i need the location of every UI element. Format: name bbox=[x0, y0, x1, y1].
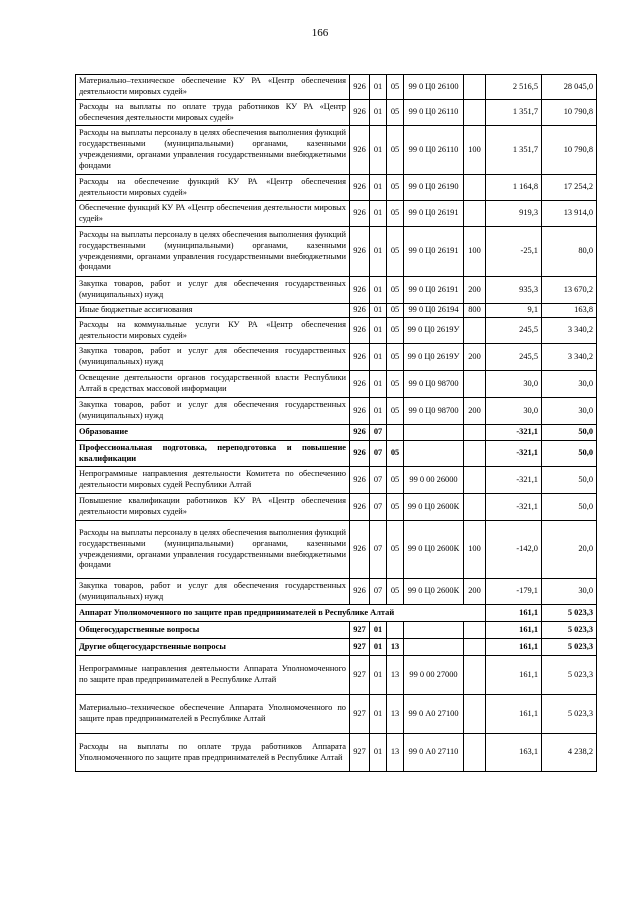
section-cell: 07 bbox=[370, 494, 387, 521]
amount-change-cell: 163,1 bbox=[486, 734, 542, 772]
expense-type-cell bbox=[464, 441, 486, 467]
admin-code-cell: 926 bbox=[350, 467, 370, 494]
amount-change-cell: -25,1 bbox=[486, 227, 542, 277]
row-name-cell: Освещение деятельности органов государственной власти Республики Алтай в средствах массовой информации bbox=[76, 371, 350, 398]
table-row bbox=[76, 100, 597, 126]
target-code-cell: 99 0 Ц0 26190 bbox=[404, 175, 464, 201]
target-code-cell bbox=[404, 639, 464, 656]
target-code-cell: 99 0 Ц0 98700 bbox=[404, 371, 464, 398]
subsection-cell: 05 bbox=[387, 75, 404, 100]
table-row bbox=[76, 318, 597, 344]
target-code-cell: 99 0 Ц0 2600К bbox=[404, 579, 464, 605]
expense-type-cell: 200 bbox=[464, 398, 486, 425]
target-code-cell: 99 0 Ц0 2600К bbox=[404, 521, 464, 579]
amount-change-cell: -321,1 bbox=[486, 467, 542, 494]
target-code-cell: 99 0 Ц0 26194 bbox=[404, 304, 464, 318]
table-row bbox=[76, 75, 597, 100]
expense-type-cell bbox=[464, 201, 486, 227]
admin-code-cell: 927 bbox=[350, 734, 370, 772]
table-row bbox=[76, 734, 597, 772]
admin-code-cell: 927 bbox=[350, 639, 370, 656]
amount-total-cell: 50,0 bbox=[542, 441, 597, 467]
amount-change-cell: 245,5 bbox=[486, 344, 542, 371]
amount-total-cell: 5 023,3 bbox=[542, 639, 597, 656]
expense-type-cell bbox=[464, 425, 486, 441]
expense-type-cell bbox=[464, 695, 486, 734]
expense-type-cell bbox=[464, 100, 486, 126]
amount-change-cell: 161,1 bbox=[486, 605, 542, 622]
section-cell: 01 bbox=[370, 100, 387, 126]
subsection-cell: 13 bbox=[387, 656, 404, 695]
section-cell: 01 bbox=[370, 277, 387, 304]
amount-change-cell: 1 351,7 bbox=[486, 126, 542, 175]
section-cell: 01 bbox=[370, 371, 387, 398]
amount-total-cell: 50,0 bbox=[542, 425, 597, 441]
target-code-cell: 99 0 Ц0 26191 bbox=[404, 277, 464, 304]
admin-code-cell: 926 bbox=[350, 201, 370, 227]
amount-total-cell: 13 914,0 bbox=[542, 201, 597, 227]
row-name-cell: Расходы на выплаты персоналу в целях обеспечения выполнения функций государственными (муниципальными) органами, казенными учреждениями, органами управления государственными внебюджетными фондами bbox=[76, 521, 350, 579]
subsection-cell: 13 bbox=[387, 695, 404, 734]
section-cell: 01 bbox=[370, 398, 387, 425]
row-name-cell: Образование bbox=[76, 425, 350, 441]
row-name-cell: Расходы на выплаты по оплате труда работников Аппарата Уполномоченного по защите прав предпринимателей в Республике Алтай bbox=[76, 734, 350, 772]
amount-change-cell: -142,0 bbox=[486, 521, 542, 579]
section-cell: 01 bbox=[370, 344, 387, 371]
admin-code-cell: 926 bbox=[350, 175, 370, 201]
amount-change-cell: 1 164,8 bbox=[486, 175, 542, 201]
admin-code-cell: 926 bbox=[350, 304, 370, 318]
subsection-cell: 05 bbox=[387, 344, 404, 371]
section-cell: 01 bbox=[370, 695, 387, 734]
table-row bbox=[76, 371, 597, 398]
page-number: 166 bbox=[311, 27, 329, 39]
admin-code-cell: 926 bbox=[350, 126, 370, 175]
target-code-cell: 99 0 А0 27110 bbox=[404, 734, 464, 772]
admin-code-cell: 926 bbox=[350, 425, 370, 441]
subsection-cell: 05 bbox=[387, 494, 404, 521]
amount-change-cell: 935,3 bbox=[486, 277, 542, 304]
target-code-cell: 99 0 Ц0 26110 bbox=[404, 100, 464, 126]
table-row bbox=[76, 398, 597, 425]
expense-type-cell: 200 bbox=[464, 277, 486, 304]
admin-code-cell: 926 bbox=[350, 277, 370, 304]
amount-total-cell: 5 023,3 bbox=[542, 656, 597, 695]
amount-total-cell: 30,0 bbox=[542, 579, 597, 605]
row-name-cell: Непрограммные направления деятельности Аппарата Уполномоченного по защите прав предпринимателей в Республике Алтай bbox=[76, 656, 350, 695]
table-row bbox=[76, 605, 597, 622]
amount-total-cell: 13 670,2 bbox=[542, 277, 597, 304]
table-row bbox=[76, 579, 597, 605]
amount-change-cell: 9,1 bbox=[486, 304, 542, 318]
subsection-cell: 05 bbox=[387, 467, 404, 494]
amount-change-cell: 161,1 bbox=[486, 656, 542, 695]
row-name-cell: Повышение квалификации работников КУ РА «Центр обеспечения деятельности мировых судей» bbox=[76, 494, 350, 521]
subsection-cell: 05 bbox=[387, 398, 404, 425]
expense-type-cell: 100 bbox=[464, 126, 486, 175]
admin-code-cell: 926 bbox=[350, 75, 370, 100]
amount-total-cell: 50,0 bbox=[542, 494, 597, 521]
expense-type-cell bbox=[464, 656, 486, 695]
row-name-cell: Закупка товаров, работ и услуг для обеспечения государственных (муниципальных) нужд bbox=[76, 579, 350, 605]
amount-change-cell: -321,1 bbox=[486, 494, 542, 521]
table-row bbox=[76, 622, 597, 639]
subsection-cell: 05 bbox=[387, 227, 404, 277]
section-cell: 01 bbox=[370, 126, 387, 175]
budget-table-body bbox=[76, 75, 597, 772]
row-name-cell: Профессиональная подготовка, переподготовка и повышение квалификации bbox=[76, 441, 350, 467]
admin-code-cell: 927 bbox=[350, 622, 370, 639]
row-name-cell: Иные бюджетные ассигнования bbox=[76, 304, 350, 318]
section-cell: 01 bbox=[370, 639, 387, 656]
admin-code-cell: 926 bbox=[350, 494, 370, 521]
section-cell: 01 bbox=[370, 656, 387, 695]
table-row bbox=[76, 425, 597, 441]
expense-type-cell: 200 bbox=[464, 344, 486, 371]
admin-code-cell: 926 bbox=[350, 344, 370, 371]
amount-total-cell: 4 238,2 bbox=[542, 734, 597, 772]
section-cell: 07 bbox=[370, 579, 387, 605]
section-cell: 01 bbox=[370, 201, 387, 227]
admin-code-cell: 926 bbox=[350, 227, 370, 277]
subsection-cell: 05 bbox=[387, 441, 404, 467]
expense-type-cell bbox=[464, 622, 486, 639]
expense-type-cell: 100 bbox=[464, 227, 486, 277]
subsection-cell: 05 bbox=[387, 277, 404, 304]
amount-change-cell: 161,1 bbox=[486, 695, 542, 734]
section-cell: 07 bbox=[370, 441, 387, 467]
table-row bbox=[76, 494, 597, 521]
section-cell: 07 bbox=[370, 521, 387, 579]
amount-change-cell: 30,0 bbox=[486, 371, 542, 398]
table-row bbox=[76, 201, 597, 227]
amount-total-cell: 5 023,3 bbox=[542, 695, 597, 734]
section-cell: 01 bbox=[370, 734, 387, 772]
row-name-cell: Расходы на коммунальные услуги КУ РА «Центр обеспечения деятельности мировых судей» bbox=[76, 318, 350, 344]
target-code-cell: 99 0 А0 27100 bbox=[404, 695, 464, 734]
target-code-cell: 99 0 Ц0 2600К bbox=[404, 494, 464, 521]
expense-type-cell bbox=[464, 75, 486, 100]
amount-change-cell: 245,5 bbox=[486, 318, 542, 344]
expense-type-cell bbox=[464, 734, 486, 772]
target-code-cell: 99 0 00 26000 bbox=[404, 467, 464, 494]
target-code-cell: 99 0 Ц0 26100 bbox=[404, 75, 464, 100]
section-cell: 01 bbox=[370, 175, 387, 201]
amount-change-cell: 919,3 bbox=[486, 201, 542, 227]
table-row bbox=[76, 304, 597, 318]
amount-total-cell: 80,0 bbox=[542, 227, 597, 277]
table-row bbox=[76, 277, 597, 304]
amount-total-cell: 3 340,2 bbox=[542, 318, 597, 344]
target-code-cell: 99 0 Ц0 2619У bbox=[404, 344, 464, 371]
row-name-cell: Аппарат Уполномоченного по защите прав предпринимателей в Республике Алтай bbox=[76, 605, 486, 622]
subsection-cell: 05 bbox=[387, 521, 404, 579]
subsection-cell: 05 bbox=[387, 318, 404, 344]
expense-type-cell bbox=[464, 467, 486, 494]
amount-total-cell: 163,8 bbox=[542, 304, 597, 318]
subsection-cell: 05 bbox=[387, 371, 404, 398]
row-name-cell: Материально–техническое обеспечение КУ РА «Центр обеспечения деятельности мировых судей» bbox=[76, 75, 350, 100]
subsection-cell bbox=[387, 622, 404, 639]
expense-type-cell bbox=[464, 639, 486, 656]
subsection-cell: 05 bbox=[387, 100, 404, 126]
table-row bbox=[76, 656, 597, 695]
amount-total-cell: 10 790,8 bbox=[542, 100, 597, 126]
amount-total-cell: 17 254,2 bbox=[542, 175, 597, 201]
table-row bbox=[76, 441, 597, 467]
row-name-cell: Общегосударственные вопросы bbox=[76, 622, 350, 639]
target-code-cell: 99 0 00 27000 bbox=[404, 656, 464, 695]
target-code-cell: 99 0 Ц0 2619У bbox=[404, 318, 464, 344]
admin-code-cell: 926 bbox=[350, 579, 370, 605]
subsection-cell: 13 bbox=[387, 639, 404, 656]
table-row bbox=[76, 126, 597, 175]
section-cell: 01 bbox=[370, 304, 387, 318]
expense-type-cell: 800 bbox=[464, 304, 486, 318]
target-code-cell: 99 0 Ц0 26110 bbox=[404, 126, 464, 175]
amount-change-cell: 1 351,7 bbox=[486, 100, 542, 126]
amount-total-cell: 30,0 bbox=[542, 371, 597, 398]
section-cell: 07 bbox=[370, 425, 387, 441]
amount-total-cell: 28 045,0 bbox=[542, 75, 597, 100]
amount-change-cell: 161,1 bbox=[486, 622, 542, 639]
subsection-cell: 05 bbox=[387, 201, 404, 227]
section-cell: 07 bbox=[370, 467, 387, 494]
amount-total-cell: 5 023,3 bbox=[542, 605, 597, 622]
target-code-cell: 99 0 Ц0 26191 bbox=[404, 201, 464, 227]
subsection-cell: 05 bbox=[387, 579, 404, 605]
admin-code-cell: 926 bbox=[350, 521, 370, 579]
admin-code-cell: 926 bbox=[350, 100, 370, 126]
admin-code-cell: 926 bbox=[350, 398, 370, 425]
row-name-cell: Закупка товаров, работ и услуг для обеспечения государственных (муниципальных) нужд bbox=[76, 277, 350, 304]
expense-type-cell bbox=[464, 494, 486, 521]
admin-code-cell: 926 bbox=[350, 371, 370, 398]
target-code-cell: 99 0 Ц0 98700 bbox=[404, 398, 464, 425]
amount-total-cell: 20,0 bbox=[542, 521, 597, 579]
amount-change-cell: 161,1 bbox=[486, 639, 542, 656]
row-name-cell: Расходы на выплаты по оплате труда работников КУ РА «Центр обеспечения деятельности мировых судей» bbox=[76, 100, 350, 126]
subsection-cell: 05 bbox=[387, 304, 404, 318]
section-cell: 01 bbox=[370, 75, 387, 100]
row-name-cell: Закупка товаров, работ и услуг для обеспечения государственных (муниципальных) нужд bbox=[76, 344, 350, 371]
table-row bbox=[76, 695, 597, 734]
table-row bbox=[76, 344, 597, 371]
amount-total-cell: 30,0 bbox=[542, 398, 597, 425]
row-name-cell: Другие общегосударственные вопросы bbox=[76, 639, 350, 656]
section-cell: 01 bbox=[370, 227, 387, 277]
row-name-cell: Закупка товаров, работ и услуг для обеспечения государственных (муниципальных) нужд bbox=[76, 398, 350, 425]
row-name-cell: Материально–техническое обеспечение Аппарата Уполномоченного по защите прав предпринимателей в Республике Алтай bbox=[76, 695, 350, 734]
table-row bbox=[76, 639, 597, 656]
table-row bbox=[76, 521, 597, 579]
section-cell: 01 bbox=[370, 318, 387, 344]
target-code-cell bbox=[404, 425, 464, 441]
amount-total-cell: 50,0 bbox=[542, 467, 597, 494]
subsection-cell: 13 bbox=[387, 734, 404, 772]
expense-type-cell bbox=[464, 318, 486, 344]
section-cell: 01 bbox=[370, 622, 387, 639]
amount-change-cell: -179,1 bbox=[486, 579, 542, 605]
row-name-cell: Расходы на выплаты персоналу в целях обеспечения выполнения функций государственными (муниципальными) органами, казенными учреждениями, органами управления государственными внебюджетными фондами bbox=[76, 227, 350, 277]
budget-table bbox=[75, 74, 597, 772]
amount-change-cell: 2 516,5 bbox=[486, 75, 542, 100]
row-name-cell: Непрограммные направления деятельности Комитета по обеспечению деятельности мировых судей Республики Алтай bbox=[76, 467, 350, 494]
expense-type-cell: 100 bbox=[464, 521, 486, 579]
table-row bbox=[76, 467, 597, 494]
amount-change-cell: 30,0 bbox=[486, 398, 542, 425]
admin-code-cell: 926 bbox=[350, 441, 370, 467]
target-code-cell bbox=[404, 441, 464, 467]
admin-code-cell: 926 bbox=[350, 318, 370, 344]
table-row bbox=[76, 175, 597, 201]
amount-total-cell: 5 023,3 bbox=[542, 622, 597, 639]
admin-code-cell: 927 bbox=[350, 695, 370, 734]
amount-change-cell: -321,1 bbox=[486, 441, 542, 467]
target-code-cell bbox=[404, 622, 464, 639]
table-row bbox=[76, 227, 597, 277]
target-code-cell: 99 0 Ц0 26191 bbox=[404, 227, 464, 277]
expense-type-cell bbox=[464, 175, 486, 201]
expense-type-cell: 200 bbox=[464, 579, 486, 605]
row-name-cell: Расходы на выплаты персоналу в целях обеспечения выполнения функций государственными (муниципальными) органами, казенными учреждениями, органами управления государственными внебюджетными фондами bbox=[76, 126, 350, 175]
admin-code-cell: 927 bbox=[350, 656, 370, 695]
expense-type-cell bbox=[464, 371, 486, 398]
subsection-cell: 05 bbox=[387, 126, 404, 175]
subsection-cell: 05 bbox=[387, 175, 404, 201]
amount-total-cell: 10 790,8 bbox=[542, 126, 597, 175]
row-name-cell: Обеспечение функций КУ РА «Центр обеспечения деятельности мировых судей» bbox=[76, 201, 350, 227]
amount-total-cell: 3 340,2 bbox=[542, 344, 597, 371]
row-name-cell: Расходы на обеспечение функций КУ РА «Центр обеспечения деятельности мировых судей» bbox=[76, 175, 350, 201]
amount-change-cell: -321,1 bbox=[486, 425, 542, 441]
subsection-cell bbox=[387, 425, 404, 441]
